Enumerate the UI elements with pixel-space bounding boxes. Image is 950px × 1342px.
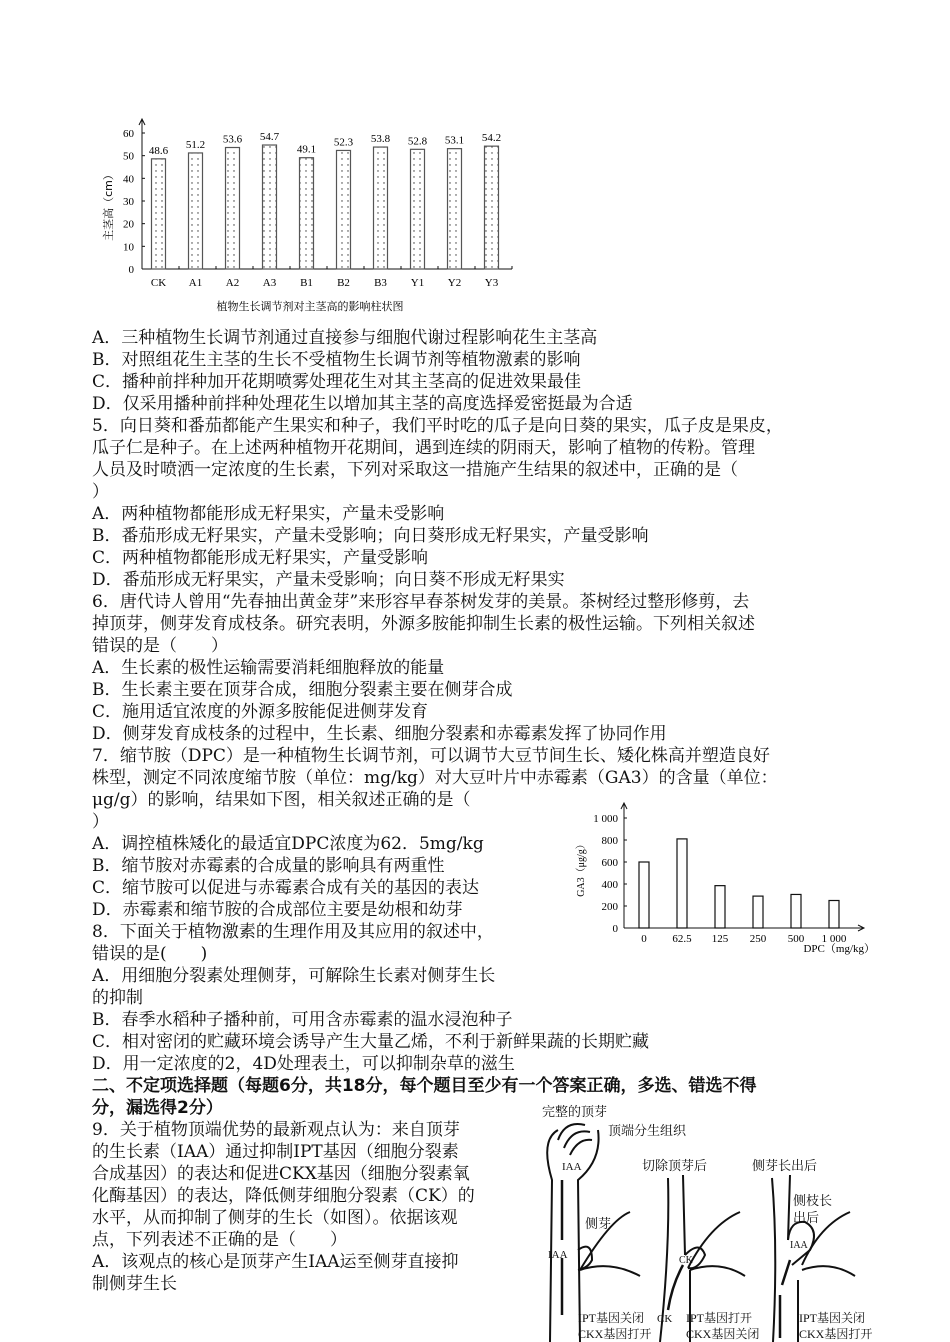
data-label: 53.8	[370, 133, 391, 146]
bar	[485, 146, 499, 269]
label-lateral-bud: 侧芽	[585, 1216, 612, 1231]
data-label: 51.2	[185, 138, 206, 151]
data-label: 54.7	[259, 131, 280, 144]
data-label: 53.1	[444, 134, 465, 147]
text-line: C．两种植物都能形成无籽果实，产量受影响	[92, 548, 429, 568]
data-label: 49.1	[296, 143, 317, 156]
text-line: A．该观点的核心是顶芽产生IAA运至侧芽直接抑	[92, 1252, 459, 1272]
stem-height-bar-chart	[100, 115, 520, 320]
bar	[189, 153, 203, 269]
text-line: D．仅采用播种前拌种处理花生以增加其主茎的高度选择爱密挺最为合适	[92, 394, 633, 414]
text-line: 二、不定项选择题（每题6分，共18分，每个题目至少有一个答案正确，多选、错选不得	[92, 1076, 757, 1096]
bar	[753, 896, 763, 928]
x-tick-label: 0	[641, 933, 647, 945]
bar	[677, 839, 687, 928]
x-tick-label: 62.5	[672, 933, 692, 945]
bar	[300, 158, 314, 269]
ga3-bar-chart	[570, 800, 880, 960]
label-iaa: IAA	[790, 1240, 808, 1251]
bar	[337, 150, 351, 269]
y-tick-label: 400	[601, 879, 618, 891]
label-after-lateral: 侧芽长出后	[752, 1158, 818, 1173]
bar	[791, 894, 801, 928]
x-tick-label: B2	[337, 277, 350, 289]
y-tick-label: 1 000	[593, 813, 618, 825]
text-line: 制侧芽生长	[92, 1274, 177, 1294]
text-line: 株型，测定不同浓度缩节胺（单位：mg/kg）对大豆叶片中赤霉素（GA3）的含量（单位：	[92, 768, 778, 788]
x-tick-label: Y3	[484, 277, 499, 289]
y-axis-label: GA3（μg/g）	[576, 839, 587, 897]
x-tick-label: Y2	[447, 277, 462, 289]
text-line: C．相对密闭的贮藏环境会诱导产生大量乙烯，不利于新鲜果蔬的长期贮藏	[92, 1032, 650, 1052]
x-tick-label: A2	[225, 277, 240, 289]
label-lateral-branch: 侧枝长	[793, 1193, 833, 1208]
text-line: D．用一定浓度的2，4D处理表土，可以抑制杂草的滋生	[92, 1054, 515, 1074]
data-label: 54.2	[481, 132, 502, 145]
text-line: C．施用适宜浓度的外源多胺能促进侧芽发育	[92, 702, 429, 722]
x-axis-label: DPC（mg/kg）	[803, 943, 875, 955]
text-line: D．侧芽发育成枝条的过程中，生长素、细胞分裂素和赤霉素发挥了协同作用	[92, 724, 667, 744]
y-tick-label: 40	[123, 173, 134, 186]
x-tick-label: A1	[188, 277, 203, 289]
text-line: A．三种植物生长调节剂通过直接参与细胞代谢过程影响花生主茎高	[92, 328, 598, 348]
bar	[639, 862, 649, 928]
text-line: B．对照组花生主茎的生长不受植物生长调节剂等植物激素的影响	[92, 350, 581, 370]
x-tick-label: CK	[150, 277, 167, 289]
text-line: 瓜子仁是种子。在上述两种植物开花期间，遇到连续的阴雨天，影响了植物的传粉。管理	[92, 438, 755, 458]
label-gene-state: IPT基因关闭	[799, 1311, 866, 1325]
text-line: A．两种植物都能形成无籽果实，产量未受影响	[92, 504, 445, 524]
ck-arrow	[668, 1265, 683, 1310]
text-line: B．生长素主要在顶芽合成，细胞分裂素主要在侧芽合成	[92, 680, 513, 700]
text-line: C．缩节胺可以促进与赤霉素合成有关的基因的表达	[92, 878, 480, 898]
apical-dominance-diagram	[540, 1100, 890, 1342]
text-line: 掉顶芽，侧芽发育成枝条。研究表明，外源多胺能抑制生长素的极性运输。下列相关叙述	[92, 614, 755, 634]
bar	[263, 145, 277, 269]
y-tick-label: 800	[601, 835, 618, 847]
x-tick-label: B1	[300, 277, 313, 289]
x-tick-label: 500	[787, 933, 805, 945]
text-line: 化酶基因）的表达，降低侧芽细胞分裂素（CK）的	[92, 1186, 475, 1206]
text-line: ）	[92, 812, 109, 832]
chart-title: 植物生长调节剂对主茎高的影响柱状图	[216, 300, 404, 313]
text-line: 水平，从而抑制了侧芽的生长（如图）。依据该观	[92, 1208, 458, 1228]
bar	[829, 901, 839, 929]
x-tick-label: 125	[711, 933, 729, 945]
text-line: 合成基因）的表达和促进CKX基因（细胞分裂素氧	[92, 1164, 470, 1184]
label-ck: CK	[679, 1255, 693, 1266]
x-tick-label: A3	[262, 277, 277, 289]
bar	[715, 886, 725, 928]
text-line: B．春季水稻种子播种前，可用含赤霉素的温水浸泡种子	[92, 1010, 513, 1030]
text-line: 的抑制	[92, 988, 143, 1008]
text-line: A．用细胞分裂素处理侧芽，可解除生长素对侧芽生长	[92, 966, 496, 986]
data-label: 52.3	[333, 136, 354, 149]
y-tick-label: 0	[612, 923, 618, 935]
text-line: C．播种前拌种加开花期喷雾处理花生对其主茎高的促进效果最佳	[92, 372, 582, 392]
bar	[152, 159, 166, 269]
text-line: 人员及时喷洒一定浓度的生长素，下列对采取这一措施产生结果的叙述中，正确的是（	[92, 460, 738, 480]
text-line: 错误的是（ ）	[92, 636, 228, 656]
y-tick-label: 30	[123, 196, 134, 208]
y-tick-label: 600	[601, 857, 618, 869]
iaa-arrow	[780, 1260, 790, 1338]
y-tick-label: 10	[123, 241, 134, 254]
y-tick-label: 200	[601, 901, 618, 913]
x-tick-label: 1 000	[821, 933, 847, 945]
text-line: D．番茄形成无籽果实，产量未受影响；向日葵不形成无籽果实	[92, 570, 565, 590]
data-label: 48.6	[148, 144, 169, 157]
label-iaa: IAA	[562, 1161, 582, 1173]
text-line: B．番茄形成无籽果实，产量未受影响；向日葵形成无籽果实，产量受影响	[92, 526, 649, 546]
label-iaa: IAA	[548, 1249, 568, 1261]
bar	[448, 149, 462, 269]
y-axis-label: 主茎高（cm）	[102, 169, 115, 241]
data-label: 52.8	[407, 135, 428, 148]
text-line: 5．向日葵和番茄都能产生果实和种子，我们平时吃的瓜子是向日葵的果实，瓜子皮是果皮，	[92, 416, 783, 436]
text-line: 9．关于植物顶端优势的最新观点认为：来自顶芽	[92, 1120, 460, 1140]
x-tick-label: B3	[374, 277, 387, 289]
text-line: 点，下列表述不正确的是（ ）	[92, 1230, 347, 1250]
y-tick-label: 50	[123, 150, 134, 163]
y-tick-label: 60	[123, 128, 134, 140]
bud-curves	[558, 1124, 592, 1155]
y-tick-label: 0	[128, 264, 134, 276]
text-line: B．缩节胺对赤霉素的合成量的影响具有两重性	[92, 856, 445, 876]
x-tick-label: 250	[749, 933, 767, 945]
label-ck: CK	[657, 1313, 673, 1325]
data-label: 53.6	[222, 133, 243, 146]
label-lateral-branch: 出后	[793, 1210, 820, 1225]
text-line: 分，漏选得2分）	[92, 1098, 223, 1118]
label-gene-state: CKX基因打开	[578, 1327, 652, 1341]
bar	[411, 149, 425, 269]
y-tick-label: 20	[123, 218, 134, 231]
label-after-cut: 切除顶芽后	[642, 1158, 708, 1173]
bar	[374, 147, 388, 269]
text-line: μg/g）的影响，结果如下图，相关叙述正确的是（	[92, 790, 471, 810]
bar	[226, 148, 240, 269]
text-line: 8．下面关于植物激素的生理作用及其应用的叙述中，	[92, 922, 494, 942]
x-tick-label: Y1	[410, 277, 425, 289]
label-gene-state: CKX基因打开	[799, 1327, 873, 1341]
label-gene-state: CKX基因关闭	[686, 1327, 760, 1341]
label-intact-bud: 完整的顶芽	[542, 1104, 608, 1119]
text-line: A．生长素的极性运输需要消耗细胞释放的能量	[92, 658, 445, 678]
text-line: 的生长素（IAA）通过抑制IPT基因（细胞分裂素	[92, 1142, 459, 1162]
text-line: D．赤霉素和缩节胺的合成部位主要是幼根和幼芽	[92, 900, 463, 920]
text-line: ）	[92, 482, 109, 502]
text-line: A．调控植株矮化的最适宜DPC浓度为62．5mg/kg	[92, 834, 484, 854]
text-line: 7．缩节胺（DPC）是一种植物生长调节剂，可以调节大豆节间生长、矮化株高并塑造良好	[92, 746, 770, 766]
text-line: 错误的是( )	[92, 944, 208, 964]
label-gene-state: IPT基因关闭	[578, 1311, 645, 1325]
text-line: 6．唐代诗人曾用“先春抽出黄金芽”来形容早春茶树发芽的美景。茶树经过整形修剪，去	[92, 592, 750, 612]
label-apical-meristem: 顶端分生组织	[608, 1123, 687, 1138]
label-gene-state: IPT基因打开	[686, 1311, 753, 1325]
